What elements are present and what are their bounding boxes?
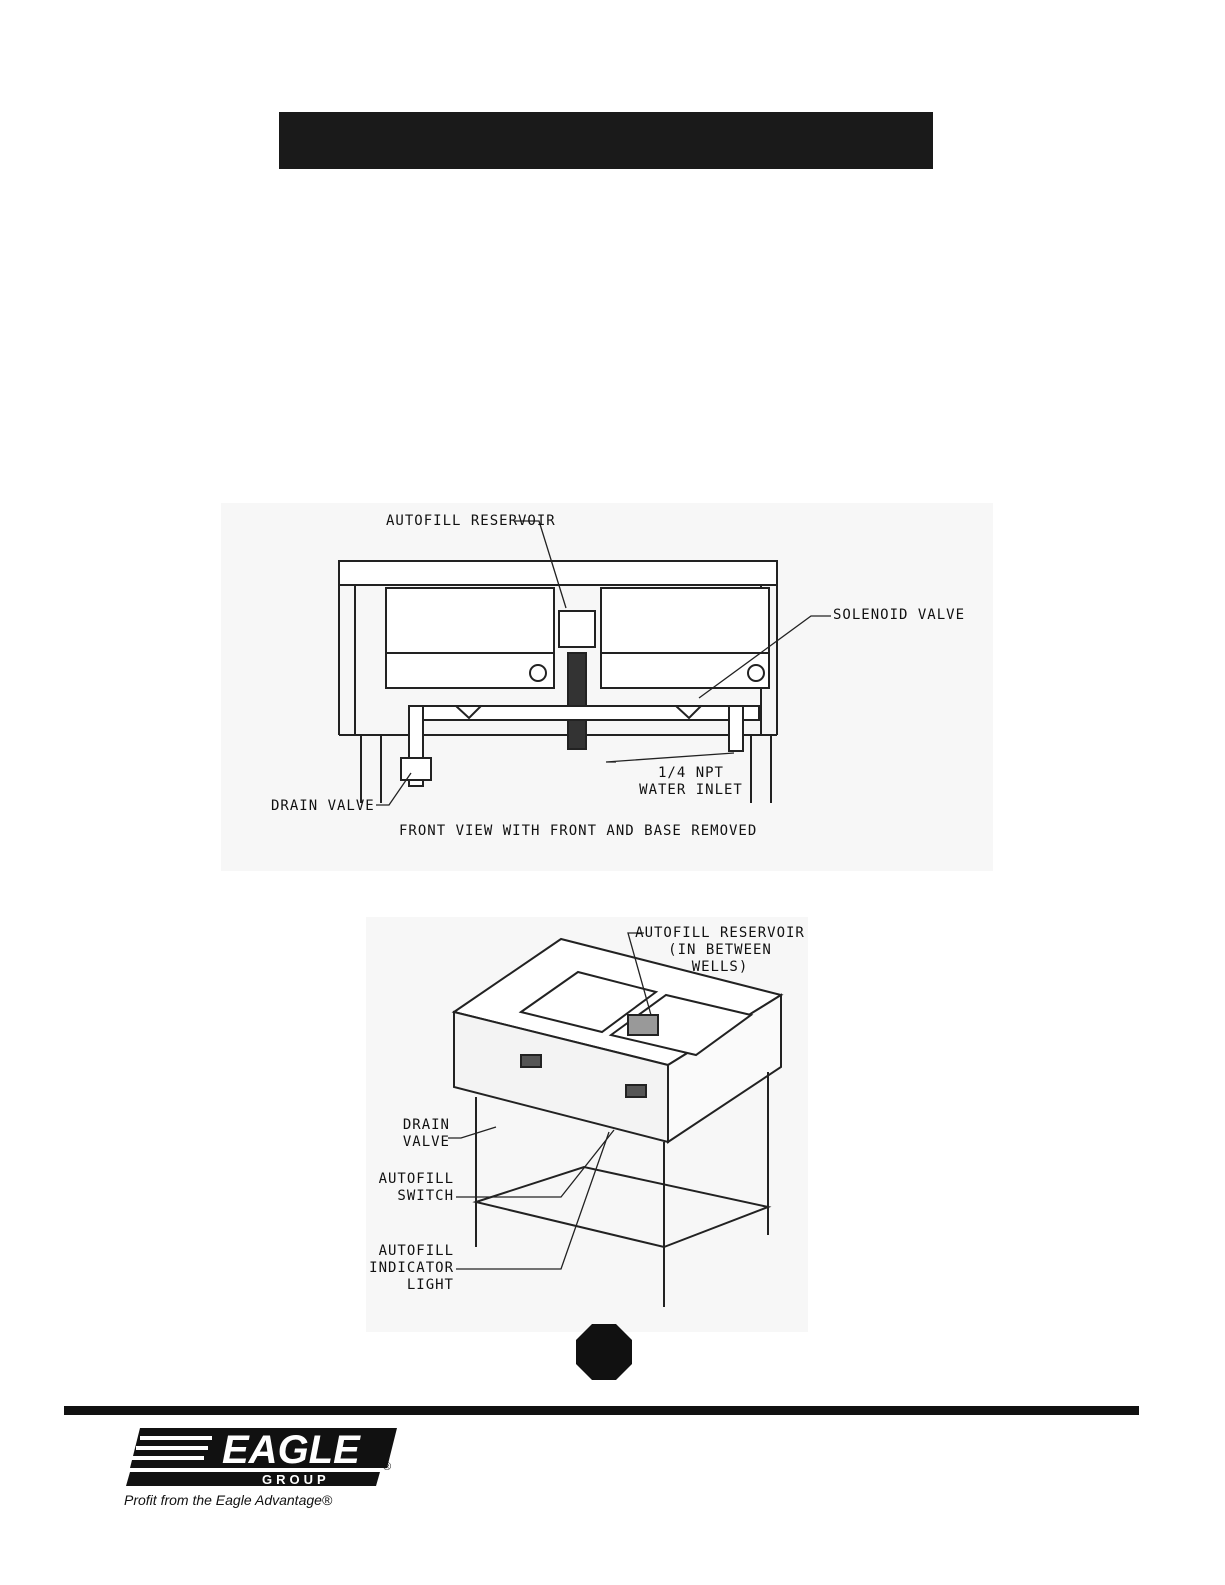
logo-wordmark: EAGLE <box>222 1428 360 1472</box>
drain-valve-label: DRAIN VALVE <box>271 798 375 814</box>
drain-valve-label: VALVE <box>402 1134 450 1150</box>
indicator-light-label: AUTOFILL <box>378 1243 454 1259</box>
solenoid-valve-label: SOLENOID VALVE <box>833 607 966 623</box>
front-view-caption: FRONT VIEW WITH FRONT AND BASE REMOVED <box>399 823 758 839</box>
footer-rule <box>64 1406 1139 1415</box>
autofill-reservoir-sub-label: WELLS) <box>691 959 749 975</box>
autofill-reservoir-label: AUTOFILL RESERVOIR <box>386 513 556 529</box>
front-view-drawing <box>221 503 993 871</box>
logo-group-text: GROUP <box>262 1472 330 1487</box>
water-inlet-label: WATER INLET <box>639 782 743 798</box>
section-title-bar <box>279 112 933 169</box>
autofill-switch-label: AUTOFILL <box>378 1171 454 1187</box>
page-number-octagon <box>575 1323 633 1381</box>
indicator-light-label: INDICATOR <box>369 1260 454 1276</box>
front-view-figure <box>221 503 993 871</box>
autofill-reservoir-sub-label: (IN BETWEEN <box>668 942 772 958</box>
isometric-view-figure <box>366 917 808 1332</box>
water-inlet-size-label: 1/4 NPT <box>657 765 724 781</box>
autofill-reservoir-label: AUTOFILL RESERVOIR <box>635 925 805 941</box>
logo-registered-mark: ® <box>383 1461 392 1473</box>
drain-valve-label: DRAIN <box>402 1117 450 1133</box>
autofill-switch-label: SWITCH <box>397 1188 454 1204</box>
tagline: Profit from the Eagle Advantage® <box>124 1492 333 1508</box>
indicator-light-label: LIGHT <box>406 1277 454 1293</box>
